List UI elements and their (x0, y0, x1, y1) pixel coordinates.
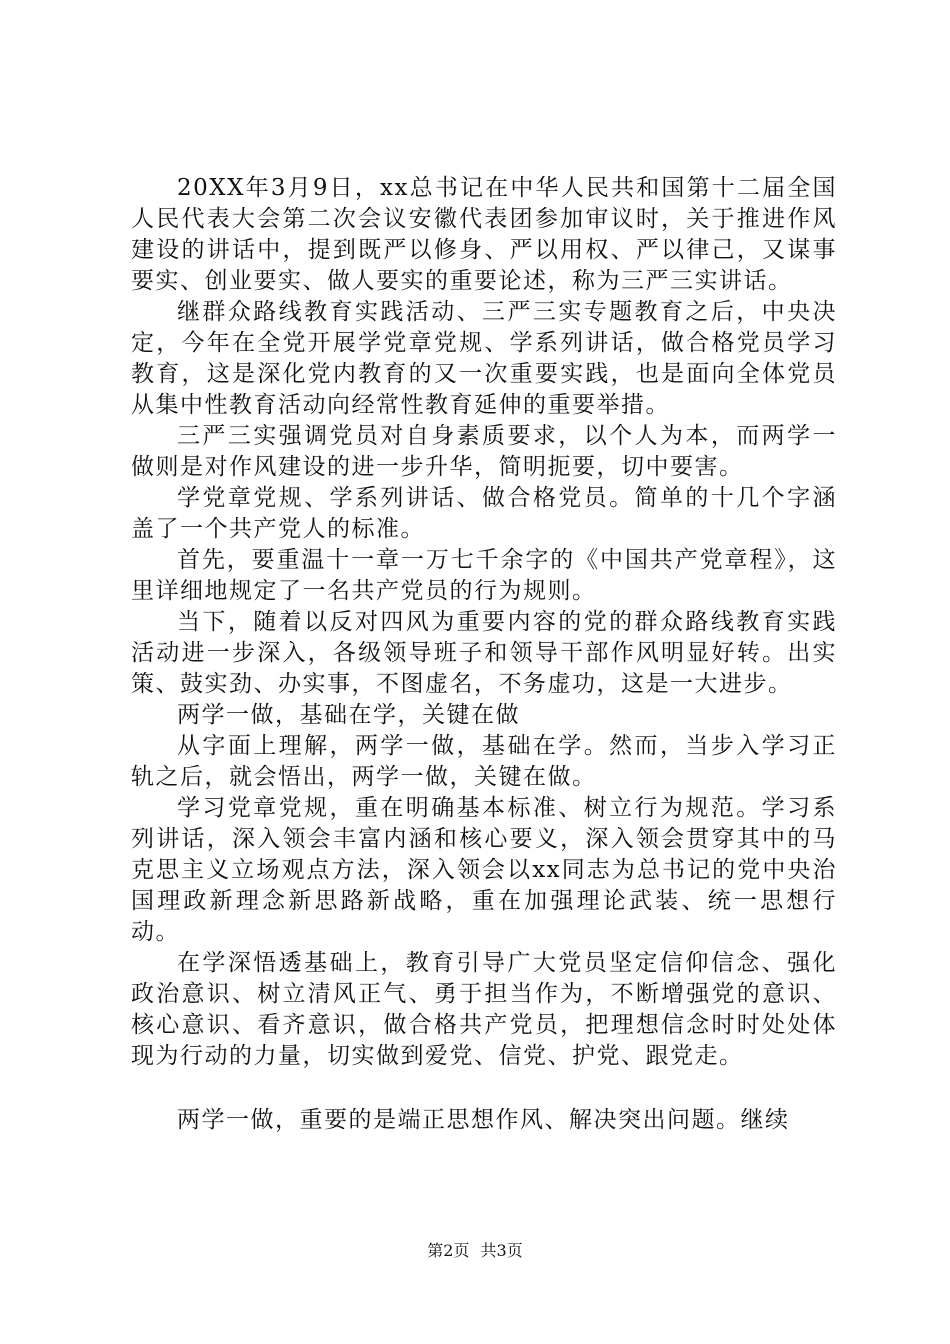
paragraph-2: 继群众路线教育实践活动、三严三实专题教育之后，中央决定，今年在全党开展学党章党规、学系列讲话，做合格党员学习教育，这是深化党内教育的又一次重要实践，也是面向全体党员从集中性教育活动向经常性教育延伸的重要举措。 (131, 299, 837, 418)
paragraph-3: 三严三实强调党员对自身素质要求，以个人为本，而两学一做则是对作风建设的进一步升华，简明扼要，切中要害。 (131, 423, 837, 480)
paragraph-spacer (131, 1072, 837, 1105)
paragraph-5: 首先，要重温十一章一万七千余字的《中国共产党章程》，这里详细地规定了一名共产党员的行为规则。 (131, 547, 837, 604)
page-total: 共3页 (480, 1241, 523, 1260)
paragraph-10: 两学一做，重要的是端正思想作风、解决突出问题。继续 (177, 1107, 790, 1133)
document-body (131, 173, 837, 1136)
paragraph-7: 从字面上理解，两学一做，基础在学。然而，当步入学习正轨之后，就会悟出，两学一做，关键在做。 (131, 733, 837, 790)
paragraph-1: 20XX年3月9日，xx总书记在中华人民共和国第十二届全国人民代表大会第二次会议安徽代表团参加审议时，关于推进作风建设的讲话中，提到既严以修身、严以用权、严以律己，又谋事要实、创业要实、做人要实的重要论述，称为三严三实讲话。 (131, 175, 837, 294)
section-heading: 两学一做，基础在学，关键在做 (177, 702, 520, 728)
page-number: 第2页 (427, 1241, 470, 1260)
paragraph-9: 在学深悟透基础上，教育引导广大党员坚定信仰信念、强化政治意识、树立清风正气、勇于担当作为，不断增强党的意识、核心意识、看齐意识，做合格共产党员，把理想信念时时处处体现为行动的力量，切实做到爱党、信党、护党、跟党走。 (131, 950, 837, 1069)
page-footer (0, 1241, 950, 1261)
paragraph-8: 学习党章党规，重在明确基本标准、树立行为规范。学习系列讲话，深入领会丰富内涵和核心要义，深入领会贯穿其中的马克思主义立场观点方法，深入领会以xx同志为总书记的党中央治国理政新理念新思路新战略，重在加强理论武装、统一思想行动。 (131, 795, 837, 945)
paragraph-4: 学党章党规、学系列讲话、做合格党员。简单的十几个字涵盖了一个共产党人的标准。 (131, 485, 837, 542)
paragraph-6: 当下，随着以反对四风为重要内容的党的群众路线教育实践活动进一步深入，各级领导班子和领导干部作风明显好转。出实策、鼓实劲、办实事，不图虚名，不务虚功，这是一大进步。 (131, 609, 837, 697)
